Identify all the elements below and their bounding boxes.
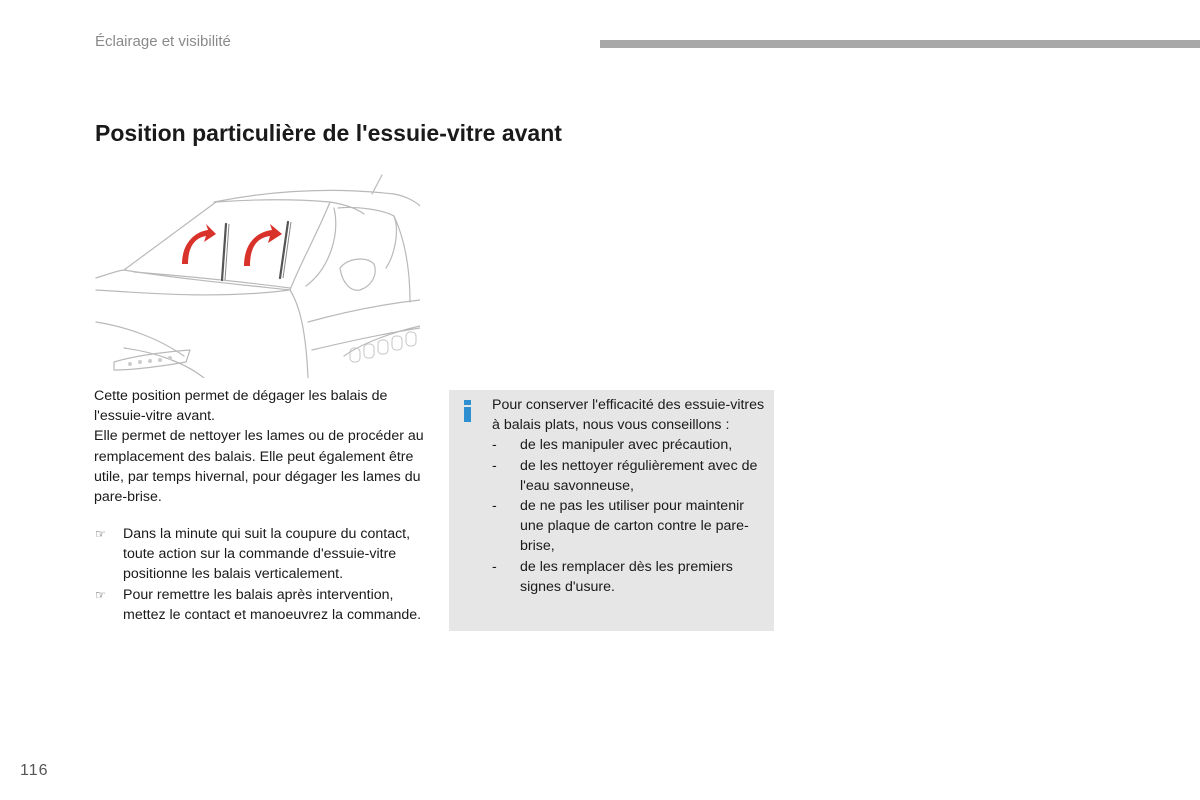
pointing-hand-icon: ☞ bbox=[95, 587, 106, 602]
list-item bbox=[94, 524, 434, 585]
red-arrow-icon bbox=[182, 224, 282, 266]
list-item bbox=[492, 496, 770, 557]
dash-bullet: - bbox=[492, 437, 497, 454]
list-item-text: de les manipuler avec précaution, bbox=[520, 437, 733, 454]
list-item-text: de ne pas les utiliser pour maintenir une plaque de carton contre le pare-brise, bbox=[520, 498, 749, 555]
intro-paragraph: Elle permet de nettoyer les lames ou de procéder au remplacement des balais. Elle peut également être utile, par temps hivernal, pour dégager les lames du pare-brise. bbox=[94, 428, 424, 506]
dash-bullet: - bbox=[492, 457, 497, 474]
list-item-text: de les remplacer dès les premiers signes d'usure. bbox=[520, 558, 733, 595]
intro-paragraph: Cette position permet de dégager les balais de l'essuie-vitre avant. bbox=[94, 388, 388, 425]
list-item bbox=[492, 435, 770, 455]
section-label: Éclairage et visibilité bbox=[95, 33, 231, 50]
header-divider-bar bbox=[600, 40, 1200, 48]
info-box bbox=[449, 390, 774, 631]
list-item-text: de les nettoyer régulièrement avec de l'eau savonneuse, bbox=[520, 457, 758, 494]
page-number: 116 bbox=[20, 762, 49, 779]
pointing-hand-icon: ☞ bbox=[95, 527, 106, 541]
page-title: Position particulière de l'essuie-vitre avant bbox=[95, 120, 562, 146]
list-item bbox=[94, 585, 434, 625]
info-icon bbox=[463, 400, 473, 422]
dash-bullet: - bbox=[492, 498, 497, 515]
info-intro: Pour conserver l'efficacité des essuie-vitres à balais plats, nous vous conseillons : bbox=[492, 397, 765, 434]
instruction-list bbox=[94, 524, 434, 625]
dash-bullet: - bbox=[492, 558, 497, 575]
list-item-text: Pour remettre les balais après intervention, mettez le contact et manoeuvrez la commande. bbox=[123, 586, 422, 623]
list-item bbox=[492, 557, 770, 597]
list-item-text: Dans la minute qui suit la coupure du contact, toute action sur la commande d'essuie-vitre positionne les balais verticalement. bbox=[123, 526, 411, 583]
intro-text bbox=[94, 386, 434, 507]
car-wiper-illustration bbox=[94, 172, 420, 378]
info-list bbox=[492, 435, 770, 597]
info-text bbox=[492, 395, 770, 597]
list-item bbox=[492, 456, 770, 496]
